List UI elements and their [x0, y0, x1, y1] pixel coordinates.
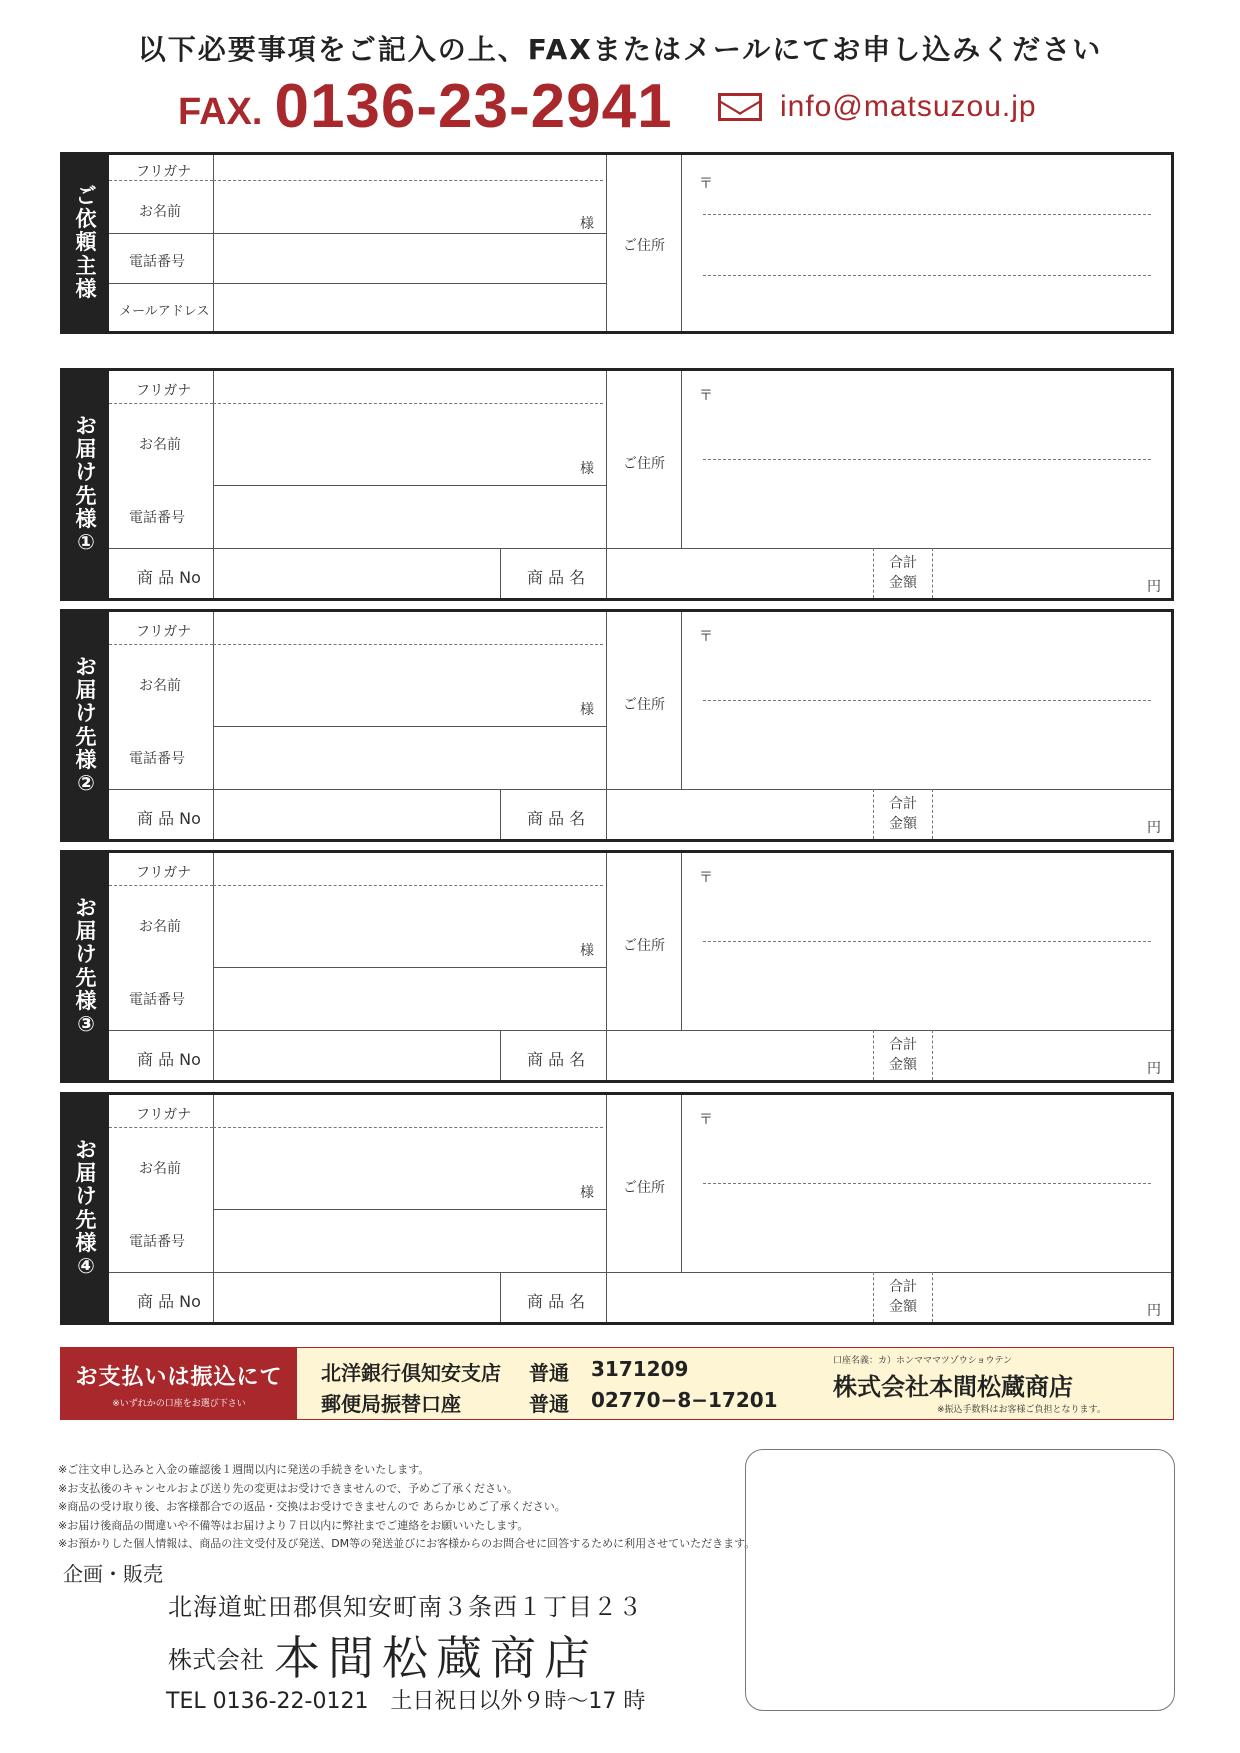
phone-input[interactable]	[214, 727, 606, 789]
name-input[interactable]	[214, 1095, 606, 1209]
company-address: 北海道虻田郡倶知安町南３条西１丁目２３	[168, 1593, 643, 1621]
notes-list	[58, 1461, 755, 1554]
phone-label: 電話番号	[129, 751, 185, 767]
total-label-1: 合計	[889, 555, 917, 571]
email-input[interactable]	[214, 284, 606, 331]
address-input[interactable]	[682, 155, 1171, 331]
account-company: 株式会社本間松蔵商店	[833, 1373, 1073, 1401]
product-name-label: 商 品 名	[527, 1292, 586, 1311]
product-no-label: 商 品 No	[137, 1292, 201, 1311]
name-label: お名前	[139, 437, 181, 453]
note-item: ※お届け後商品の間違いや不備等はお届けより７日以内に弊社までご連絡をお願いいたします。	[58, 1518, 529, 1532]
delivery-side-label: お 届 け 先 様 ④	[63, 1095, 109, 1322]
total-label-1: 合計	[889, 1279, 917, 1295]
corp-prefix: 株式会社	[168, 1646, 264, 1674]
total-label-2: 金額	[889, 1057, 917, 1073]
product-no-input[interactable]	[214, 1273, 500, 1322]
bank2-name: 郵便局振替口座	[321, 1392, 461, 1416]
email-address[interactable]: info@matsuzou.jp	[780, 90, 1037, 123]
name-input[interactable]	[214, 612, 606, 726]
phone-input[interactable]	[214, 1210, 606, 1272]
bank1-account: 3171209	[591, 1357, 689, 1381]
payment-title-box	[61, 1348, 297, 1419]
bank2-type: 普通	[529, 1392, 569, 1416]
address-label: ご住所	[623, 938, 665, 954]
total-label-1: 合計	[889, 1037, 917, 1053]
fax-label: FAX.	[178, 91, 263, 133]
envelope-icon	[718, 93, 762, 121]
address-label: ご住所	[623, 456, 665, 472]
delivery-block-1	[60, 368, 1174, 601]
fee-note: ※振込手数料はお客様ご負担となります。	[937, 1405, 1106, 1415]
name-input[interactable]	[214, 853, 606, 967]
delivery-block-4	[60, 1092, 1174, 1325]
email-line	[718, 90, 1037, 124]
total-label-2: 金額	[889, 575, 917, 591]
product-name-input[interactable]	[607, 790, 873, 839]
phone-label: 電話番号	[129, 254, 185, 270]
total-amount-input[interactable]	[933, 1273, 1163, 1322]
bank1-name: 北洋銀行倶知安支店	[321, 1361, 501, 1385]
requester-block	[60, 152, 1174, 334]
delivery-side-label: お 届 け 先 様 ③	[63, 853, 109, 1080]
name-input[interactable]	[214, 371, 606, 485]
phone-label: 電話番号	[129, 510, 185, 526]
address-label: ご住所	[623, 697, 665, 713]
zip-mark: 〒	[699, 1112, 713, 1128]
note-item: ※お支払後のキャンセルおよび送り先の変更はお受けできませんので、予めご了承ください。	[58, 1481, 518, 1495]
product-name-label: 商 品 名	[527, 809, 586, 828]
requester-side-label: ご 依 頼 主 様	[63, 155, 109, 331]
note-item: ※商品の受け取り後、お客様都合での返品・交換はお受けできませんので あらかじめご了承ください。	[58, 1500, 566, 1514]
total-amount-input[interactable]	[933, 549, 1163, 598]
furigana-label: フリガナ	[136, 1107, 192, 1123]
bank1-type: 普通	[529, 1361, 569, 1385]
total-label-1: 合計	[889, 796, 917, 812]
payment-band	[60, 1347, 1174, 1420]
yen-label: 円	[1147, 1061, 1161, 1077]
phone-input[interactable]	[214, 968, 606, 1030]
name-label: お名前	[139, 919, 181, 935]
yen-label: 円	[1147, 1303, 1161, 1319]
furigana-label: フリガナ	[136, 383, 192, 399]
name-label: お名前	[139, 204, 181, 220]
delivery-side-label: お 届 け 先 様 ①	[63, 371, 109, 598]
phone-label: 電話番号	[129, 992, 185, 1008]
product-name-label: 商 品 名	[527, 568, 586, 587]
product-no-input[interactable]	[214, 790, 500, 839]
product-no-input[interactable]	[214, 549, 500, 598]
phone-input[interactable]	[214, 486, 606, 548]
company-tel: TEL 0136-22-0121 土日祝日以外９時〜17 時	[166, 1689, 646, 1714]
product-no-label: 商 品 No	[137, 568, 201, 587]
product-name-input[interactable]	[607, 1273, 873, 1322]
product-no-input[interactable]	[214, 1031, 500, 1080]
fax-line	[178, 72, 673, 142]
sama-label: 様	[580, 943, 594, 959]
phone-label: 電話番号	[129, 1234, 185, 1250]
sama-label: 様	[580, 216, 594, 232]
yen-label: 円	[1147, 820, 1161, 836]
note-item: ※ご注文申し込みと入金の確認後１週間以内に発送の手続きをいたします。	[58, 1463, 430, 1476]
address-input[interactable]	[682, 1095, 1171, 1272]
delivery-side-label: お 届 け 先 様 ②	[63, 612, 109, 839]
total-amount-input[interactable]	[933, 1031, 1163, 1080]
account-name-label: 口座名義：カ）ホンマママツゾウショウテン	[833, 1356, 1013, 1366]
company-name	[168, 1622, 598, 1688]
furigana-label: フリガナ	[136, 624, 192, 640]
zip-mark: 〒	[699, 176, 713, 192]
phone-input[interactable]	[214, 234, 606, 283]
sama-label: 様	[580, 1185, 594, 1201]
product-name-input[interactable]	[607, 549, 873, 598]
yen-label: 円	[1147, 579, 1161, 595]
zip-mark: 〒	[699, 870, 713, 886]
total-label-2: 金額	[889, 816, 917, 832]
sama-label: 様	[580, 461, 594, 477]
fax-number: 0136-23-2941	[274, 72, 673, 141]
payment-title: お支払いは振込にて	[75, 1365, 283, 1390]
product-name-label: 商 品 名	[527, 1050, 586, 1069]
bank2-account: 02770−8−17201	[591, 1388, 778, 1412]
sama-label: 様	[580, 702, 594, 718]
name-input[interactable]	[214, 181, 606, 233]
furigana-label: フリガナ	[136, 164, 192, 180]
payment-subtitle: ※いずれかの口座をお選び下さい	[112, 1399, 246, 1409]
total-amount-input[interactable]	[933, 790, 1163, 839]
note-item: ※お預かりした個人情報は、商品の注文受付及び発送、DM等の発送並びにお客様からのお問合せに回答するために利用させていただきます。	[58, 1537, 756, 1551]
product-no-label: 商 品 No	[137, 1050, 201, 1069]
total-label-2: 金額	[889, 1299, 917, 1315]
address-input[interactable]	[682, 612, 1171, 789]
planning-label: 企画・販売	[63, 1562, 163, 1586]
address-label: ご住所	[623, 1180, 665, 1196]
furigana-label: フリガナ	[136, 865, 192, 881]
product-no-label: 商 品 No	[137, 809, 201, 828]
zip-mark: 〒	[699, 629, 713, 645]
address-input[interactable]	[682, 853, 1171, 1030]
delivery-block-3	[60, 850, 1174, 1083]
corp-name: 本間松蔵商店	[274, 1631, 598, 1685]
address-label: ご住所	[623, 238, 665, 254]
header-instruction: 以下必要事項をご記入の上、FAXまたはメールにてお申し込みください	[137, 33, 1103, 66]
zip-mark: 〒	[699, 388, 713, 404]
furigana-input[interactable]	[214, 155, 606, 180]
product-name-input[interactable]	[607, 1031, 873, 1080]
email-label: メールアドレス	[119, 304, 210, 319]
name-label: お名前	[139, 1161, 181, 1177]
address-input[interactable]	[682, 371, 1171, 548]
memo-box[interactable]	[745, 1449, 1175, 1711]
name-label: お名前	[139, 678, 181, 694]
delivery-block-2	[60, 609, 1174, 842]
